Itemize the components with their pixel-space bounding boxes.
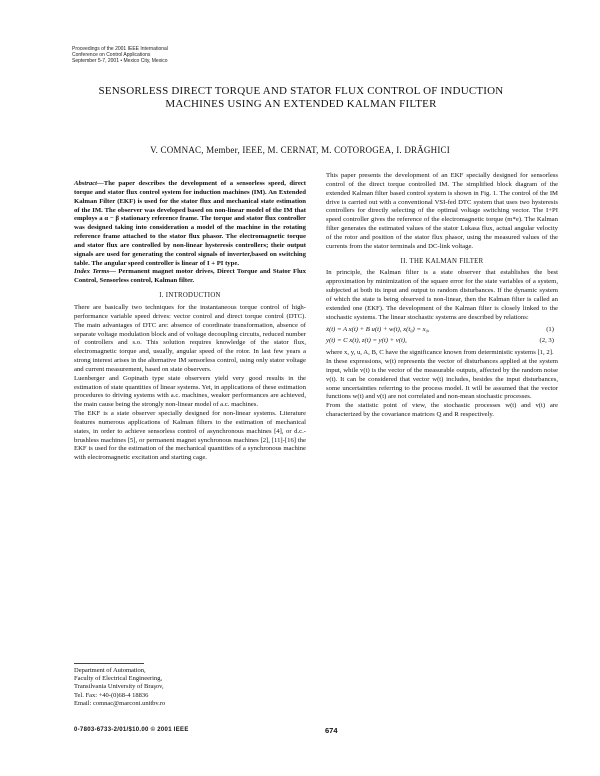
index-terms-label: Index Terms	[74, 268, 110, 276]
body-paragraph: This paper presents the development of an EKF specially designed for sensorless control of the direct torque controlled IM. The simplified block diagram of the extended Kalman filter based control system is shown in Fig. 1. The control of the IM drive is carried out with a conventional VSI-fed DTC system that uses two hysteresis controllers for directly selecting of the optimal voltage switching vector. The I+PI speed controller gives the reference of the electromagnetic torque (m*e). The Kalman filter generates the estimated values of the stator Lukasa flux, actual angular velocity of the rotor and position of the stator flux phasor, using the measured values of the currents from the stator terminals and DC-link voltage.	[326, 172, 558, 250]
equation-number: (2, 3)	[539, 337, 554, 345]
proceedings-line: Conference on Control Applications	[72, 52, 151, 59]
footnote-line: Department of Automation,	[74, 667, 146, 674]
author-affiliation-footnote	[74, 663, 306, 708]
right-column	[326, 172, 558, 420]
proceedings-header	[72, 46, 272, 65]
abstract-label: Abstract	[74, 180, 98, 187]
section-heading-introduction: I. INTRODUCTION	[159, 292, 221, 300]
proceedings-line: Proceedings of the 2001 IEEE International	[72, 46, 168, 52]
index-terms-text: — Permanent magnet motor drives, Direct Torque and Stator Flux Control, Sensorless control, Kalman filter.	[74, 268, 306, 285]
isbn-copyright: 0-7803-6733-2/01/$10.00 © 2001 IEEE	[74, 727, 189, 733]
left-column	[74, 180, 306, 463]
proceedings-line: September 5-7, 2001 • Mexico City, Mexico	[72, 58, 168, 65]
abstract	[74, 180, 306, 268]
paper-title: SENSORLESS DIRECT TORQUE AND STATOR FLUX CONTROL OF INDUCTION MACHINES USING AN EXTENDED KALMAN FILTER	[98, 85, 504, 110]
section-heading-kalman-filter: II. THE KALMAN FILTER	[400, 257, 484, 265]
paper-authors: V. COMNAC, Member, IEEE, M. CERNAT, M. COTOROGEA, I. DRĂGHICI	[150, 145, 450, 155]
equation-text: y(t) = C x(t), z(t) = y(t) + v(t),	[326, 337, 407, 345]
page-number: 674	[325, 726, 338, 735]
intro-paragraph: There are basically two techniques for the instantaneous torque control of high-performance variable speed drives: vector control and direct torque control (DTC). The main advantages of DTC are: absence of coordinate transformation, absence of separate voltage modulation block and of voltage decoupling circuits, reduced number of controllers and s.o. This solution requires knowledge of the stator flux, electromagnetic torque and, usually, angular speed of the rotor. In last few years a strong interest arises in the alternative IM sensorless control, using only stator voltage and current measurement, based on state observers.	[74, 303, 306, 373]
equation-1	[326, 326, 558, 335]
footnote-line: Faculty of Electrical Engineering,	[74, 675, 163, 683]
footnote-rule	[74, 663, 144, 664]
footnote-line: Tel. Fax: +40-(0)68-4 18836	[74, 691, 149, 699]
intro-paragraph: The EKF is a state observer specially designed for non-linear systems. Literature features numerous applications of Kalman filters to the estimation of mechanical states, in order to achieve sensorless control of asynchronous machines [4], or d.c.-brushless machines [5], or permanent magnet synchronous machines [2], [11]-[16] the EKF is used for the estimation of the mechanical quantities of a synchronous machine with electromagnetic excitation and starting cage.	[74, 410, 306, 462]
footnote-line: Transilvania University of Braşov,	[74, 683, 164, 691]
body-paragraph: In principle, the Kalman filter is a state observer that establishes the best approximation by minimization of the square error for the state variables of a system, subjected at both its input and output to random disturbances. If the dynamic system of which the state is being observed is non-linear, then the Kalman filter is called an extended one (EKF). The development of the Kalman filter is closely linked to the stochastic systems. The linear stochastic systems are described by relations:	[326, 269, 558, 321]
abstract-text: —The paper describes the development of a sensorless speed, direct torque and stator flux control system for induction machines (IM). An Extended Kalman Filter (EKF) is used for the stator flux and mechanical state estimation of the IM. The observer was developed based on non-linear model of the IM that employs a α − β stationary reference frame. The torque and stator flux controller was designed taking into consideration a model of the machine in the rotating reference frame attached to the stator flux phasor. The electromagnetic torque and stator flux are controlled by non-linear hysteresis controllers; their output signals are used for generating the control signals of inverter,based on switching table. The angular speed controller is linear of I + PI type.	[74, 180, 306, 267]
intro-paragraph: Luenberger and Gopinath type state observers yield very good results in the estimation of state quantities of linear systems. Yet, in applications of these estimation procedures to driving systems with a.c. machines, weaker performances are achieved, the main cause being the strongly non-linear model of a.c. machines.	[74, 374, 306, 409]
body-paragraph: From the statistic point of view, the stochastic processes w(t) and v(t) are characterized by the covariance matrices Q and R respectively.	[326, 402, 558, 419]
footnote-line: Email: comnac@marconi.unitbv.ro	[74, 699, 166, 707]
equation-text: ẋ(t) = A x(t) + B u(t) + w(t), x(t₀) = x₀,	[326, 325, 430, 333]
index-terms	[74, 268, 306, 286]
body-paragraph: where x, y, u, A, B, C have the significance known from deterministic systems [1, 2].	[326, 349, 554, 357]
equation-2	[326, 337, 558, 346]
equation-number: (1)	[546, 325, 554, 333]
body-paragraph: In these expressions, w(t) represents the vector of disturbances applied at the system input, while v(t) is the vector of the measurable outputs, affected by the random noise v(t). It can be considered that vector w(t) includes, besides the input disturbances, some uncertainties referring to the process model. It will be assumed that the vector functions w(t) and v(t) are not correlated and non-mean stochastic processes.	[326, 358, 558, 401]
